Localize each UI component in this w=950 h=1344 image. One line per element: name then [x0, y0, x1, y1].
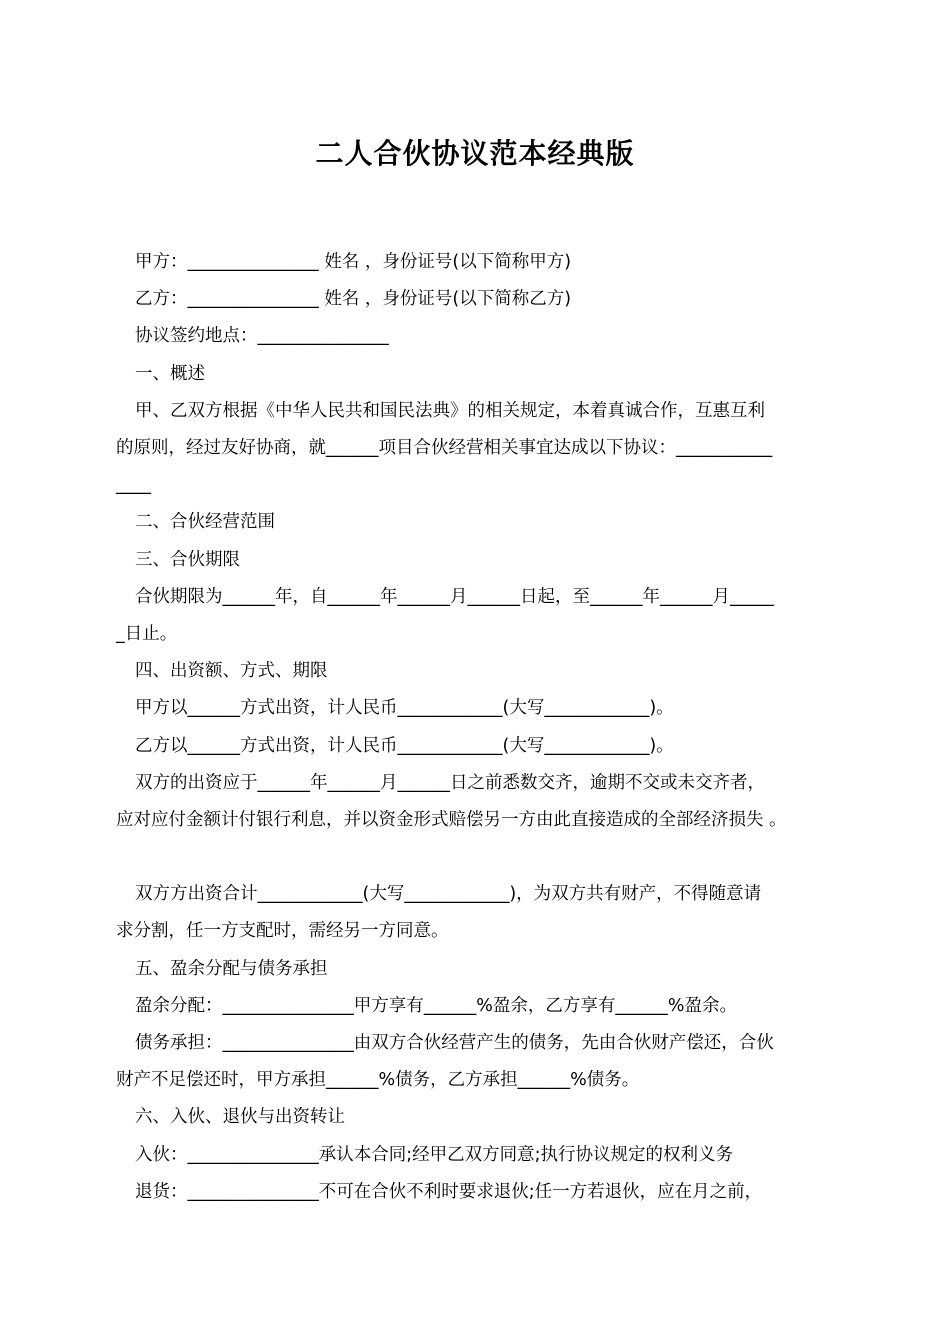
- term-paragraph-line: 合伙期限为______年，自______年______月______日起，至______年______月_____: [135, 586, 774, 607]
- profit-distribution-line: 盈余分配：_______________甲方享有______%盈余，乙方享有______%盈余。: [135, 995, 738, 1016]
- party-a-line: 甲方：_______________ 姓名 ，身份证号(以下简称甲方): [135, 252, 572, 272]
- overview-paragraph-line: 甲、乙双方根据《中华人民共和国民法典》的相关规定，本着真诚合作，互惠互利: [135, 400, 765, 421]
- section-heading-scope: 二、合伙经营范围: [135, 512, 275, 533]
- document-body: [116, 244, 846, 1211]
- section-heading-profit-debt: 五、盈余分配与债务承担: [135, 958, 328, 979]
- debt-line: 财产不足偿还时，甲方承担______%债务，乙方承担______%债务。: [116, 1070, 640, 1091]
- section-heading-capital: 四、出资额、方式、期限: [135, 661, 328, 682]
- withdraw-line: 退货：_______________不可在合伙不利时要求退伙;任一方若退伙，应在月之前，: [135, 1181, 763, 1202]
- paragraph-gap: [116, 839, 846, 876]
- signing-location-line: 协议签约地点：_______________: [135, 326, 389, 347]
- section-heading-term: 三、合伙期限: [135, 549, 240, 570]
- section-heading-overview: 一、概述: [135, 363, 205, 384]
- capital-deadline-line: 应对应付金额计付银行利息，并以资金形式赔偿另一方由此直接造成的全部经济损失 。: [116, 810, 787, 831]
- party-b-line: 乙方：_______________ 姓名 ，身份证号(以下简称乙方): [135, 289, 572, 310]
- join-line: 入伙：_______________承认本合同;经甲乙双方同意;执行协议规定的权利义务: [135, 1144, 734, 1165]
- document-title: 二人合伙协议范本经典版: [315, 137, 635, 170]
- overview-paragraph-line: 的原则，经过友好协商，就______项目合伙经营相关事宜达成以下协议：___________: [116, 438, 773, 459]
- section-heading-join-withdraw: 六、入伙、退伙与出资转让: [135, 1107, 345, 1128]
- capital-total-line: 双方方出资合计____________(大写____________)，为双方共有财产，不得随意请: [135, 884, 762, 905]
- capital-party-a-line: 甲方以______方式出资，计人民币____________(大写____________)。: [135, 698, 674, 719]
- overview-paragraph-line: ____: [116, 475, 151, 496]
- capital-total-line: 求分割，任一方支配时，需经另一方同意。: [116, 921, 449, 942]
- capital-party-b-line: 乙方以______方式出资，计人民币____________(大写____________)。: [135, 735, 674, 756]
- capital-deadline-line: 双方的出资应于______年______月______日之前悉数交齐，逾期不交或未交齐者，: [135, 772, 765, 793]
- debt-line: 债务承担：_______________由双方合伙经营产生的债务，先由合伙财产偿还，合伙: [135, 1033, 774, 1054]
- term-paragraph-line: _日止。: [116, 624, 178, 645]
